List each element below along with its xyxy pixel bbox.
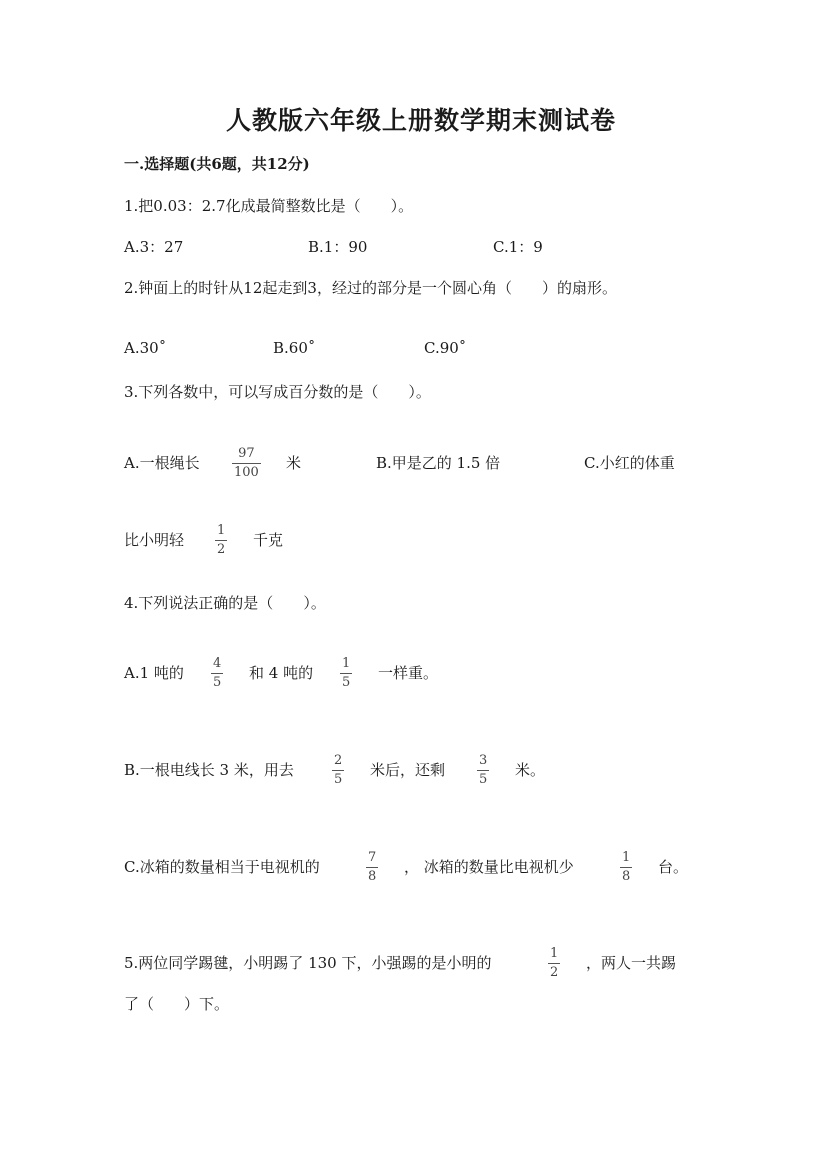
question-3-option-c-continued: 比小明轻	[124, 531, 185, 549]
fraction	[340, 657, 352, 690]
fraction-bar	[232, 463, 261, 464]
question-4-option-b-part1: B.一根电线长 3 米，用去	[124, 761, 294, 779]
question-2-option-a: A.30˚	[124, 339, 167, 357]
fraction-denominator: 5	[342, 675, 351, 690]
fraction-numerator: 1	[217, 523, 226, 538]
question-3-stem: 3.下列各数中，可以写成百分数的是（ ）。	[124, 383, 431, 401]
fraction-bar	[620, 867, 632, 868]
fraction	[477, 754, 489, 787]
fraction-bar	[211, 673, 223, 674]
fraction-bar	[366, 867, 378, 868]
question-3-option-a-text: A.一根绳长	[124, 454, 200, 472]
question-4-stem: 4.下列说法正确的是（ ）。	[124, 594, 326, 612]
fraction-numerator: 1	[550, 946, 559, 961]
fraction-denominator: 5	[334, 772, 343, 787]
question-1-option-a: A.3：27	[124, 238, 184, 256]
page-title: 人教版六年级上册数学期末测试卷	[226, 106, 617, 135]
question-5-stem-continued: ，两人一共踢	[586, 954, 677, 972]
fraction-bar	[477, 770, 489, 771]
fraction	[332, 754, 344, 787]
question-4-option-a-part1: A.1 吨的	[124, 664, 184, 682]
fraction-numerator: 7	[368, 850, 377, 865]
fraction-denominator: 2	[217, 542, 226, 557]
fraction-numerator: 2	[334, 753, 343, 768]
fraction	[548, 947, 560, 980]
question-4-option-c-part3: 台。	[658, 858, 689, 876]
fraction	[215, 524, 227, 557]
question-4-option-c-part1: C.冰箱的数量相当于电视机的	[124, 858, 320, 876]
fraction	[232, 447, 261, 480]
question-4-option-b-part3: 米。	[515, 761, 546, 779]
fraction-numerator: 97	[238, 446, 255, 461]
fraction	[366, 851, 378, 884]
fraction-numerator: 3	[479, 753, 488, 768]
section-heading: 一.选择题(共6题，共12分)	[124, 155, 310, 173]
fraction-denominator: 8	[368, 869, 377, 884]
question-2-stem: 2.钟面上的时针从12起走到3，经过的部分是一个圆心角（ ）的扇形。	[124, 279, 617, 297]
fraction-bar	[548, 963, 560, 964]
question-4-option-a-part3: 一样重。	[378, 664, 439, 682]
question-3-option-a-unit: 米	[286, 454, 302, 472]
question-1-option-b: B.1：90	[308, 238, 368, 256]
fraction-denominator: 5	[479, 772, 488, 787]
fraction-numerator: 1	[342, 656, 351, 671]
question-2-option-c: C.90˚	[424, 339, 467, 357]
fraction-bar	[332, 770, 344, 771]
question-3-option-c-unit: 千克	[253, 531, 284, 549]
question-4-option-a-part2: 和 4 吨的	[249, 664, 314, 682]
fraction-denominator: 2	[550, 965, 559, 980]
fraction	[620, 851, 632, 884]
question-1-option-c: C.1：9	[493, 238, 543, 256]
fraction-denominator: 100	[234, 465, 259, 480]
fraction-denominator: 5	[213, 675, 222, 690]
fraction-denominator: 8	[622, 869, 631, 884]
fraction-bar	[340, 673, 352, 674]
question-5-stem: 5.两位同学踢毽，小明踢了 130 下，小强踢的是小明的	[124, 954, 492, 972]
question-4-option-b-part2: 米后，还剩	[370, 761, 446, 779]
fraction	[211, 657, 223, 690]
question-5-stem-line2: 了（ ）下。	[124, 995, 230, 1013]
fraction-numerator: 4	[213, 656, 222, 671]
question-2-option-b: B.60˚	[273, 339, 316, 357]
fraction-bar	[215, 540, 227, 541]
fraction-numerator: 1	[622, 850, 631, 865]
question-3-option-b: B.甲是乙的 1.5 倍	[376, 454, 501, 472]
question-3-option-c-text: C.小红的体重	[584, 454, 675, 472]
question-1-stem: 1.把0.03：2.7化成最简整数比是（ ）。	[124, 197, 414, 215]
question-4-option-c-part2: ， 冰箱的数量比电视机少	[404, 858, 574, 876]
